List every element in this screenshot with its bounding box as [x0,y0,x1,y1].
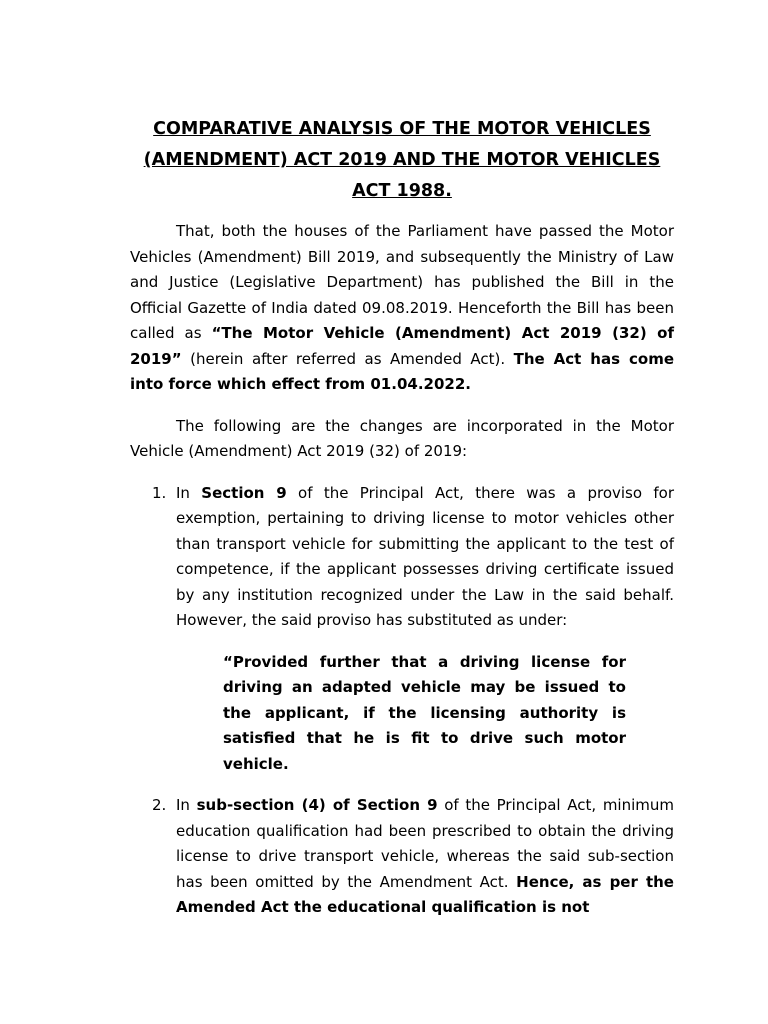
list-item-bold: sub-section (4) of Section 9 [196,796,438,814]
intro-paragraph [130,219,674,398]
intro-text-1: That, both the houses of the Parliament have passed the Motor Vehicles (Amendment) Bill 2019, and subsequently the Ministry of Law and Justice (Legislative Department) has published the Bill in the Official Gazette of India dated 09.08.2019. Henceforth the Bill has been called as [130,222,674,342]
list-item-number: 1. [152,483,167,502]
list-item-text: In [176,483,202,502]
list-item-bold: Hence, as per the Amended Act the educational qualification is not [176,872,674,916]
intro-bold-act-name: “The Motor Vehicle (Amendment) Act 2019 (32) of 2019” [130,324,674,368]
list-item [130,481,674,634]
changes-list [130,481,674,921]
list-item [130,793,674,921]
list-item-text: In [176,796,197,814]
list-item-text: of the Principal Act, minimum education qualification had been prescribed to obtain the driving license to drive transport vehicle, whereas the said sub-section has been omitted by the Amendment Act. [176,796,674,891]
list-item-text: of the Principal Act, there was a proviso for exemption, pertaining to driving license to motor vehicles other than transport vehicle for submitting the applicant to the test of competence, if the applicant possesses driving certificate issued by any institution recognized under the Law in the said behalf. However, the said proviso has substituted as under: [176,483,674,629]
document-title: COMPARATIVE ANALYSIS OF THE MOTOR VEHICLES (AMENDMENT) ACT 2019 AND THE MOTOR VEHICLES ACT 1988. [143,119,661,201]
intro-bold-effective-date: The Act has come into force which effect from 01.04.2022. [130,349,674,393]
list-item-bold: Section 9 [201,483,287,502]
block-quote: “Provided further that a driving license for driving an adapted vehicle may be issued to the applicant, if the licensing authority is satisfied that he is fit to drive such motor vehicle. [223,652,626,773]
list-item-number: 2. [152,796,167,814]
intro-text-2: (herein after referred as Amended Act). [181,349,514,368]
document-page [130,114,674,937]
changes-intro-paragraph: The following are the changes are incorporated in the Motor Vehicle (Amendment) Act 2019 (32) of 2019: [130,416,674,460]
